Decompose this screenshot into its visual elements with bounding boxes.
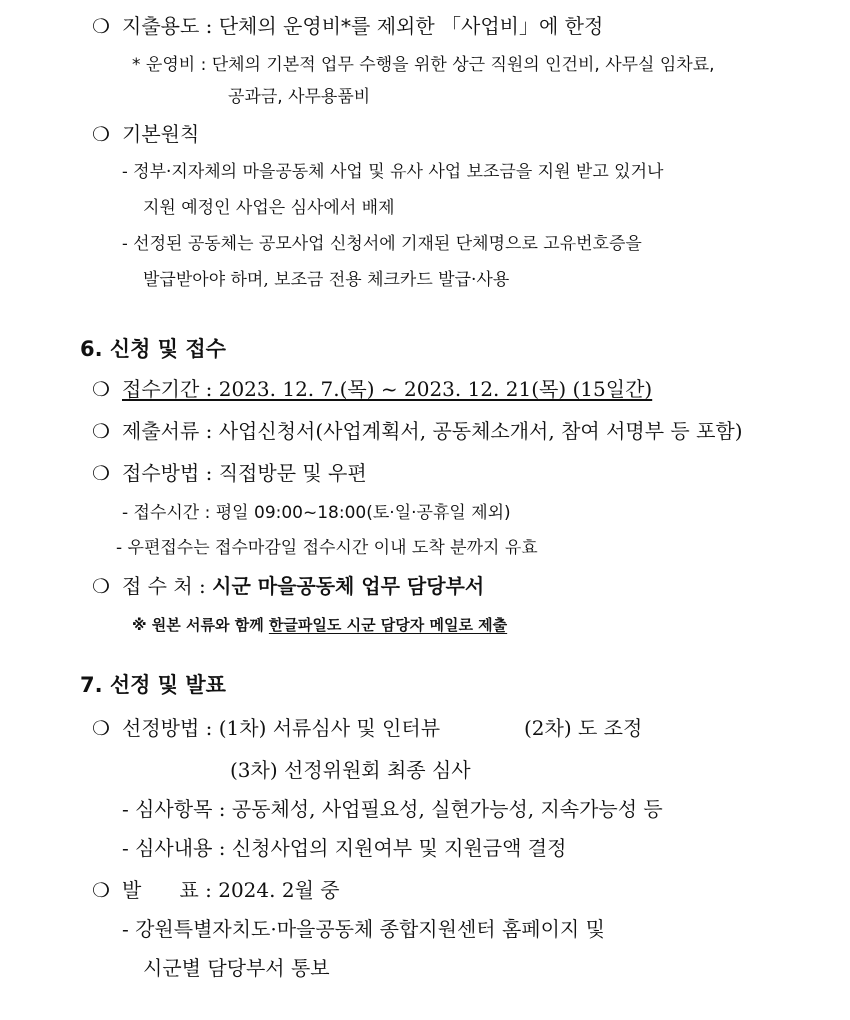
operating-cost-note-2: 공과금, 사무용품비 <box>228 87 371 107</box>
method-text: 접수방법 : 직접방문 및 우편 <box>122 461 367 485</box>
announce-line-2: 시군별 담당부서 통보 <box>143 956 330 980</box>
method-item <box>92 461 367 485</box>
note-prefix: ※ 원본 서류와 함께 <box>132 616 269 634</box>
period-item <box>92 377 652 401</box>
announce-item <box>92 878 340 902</box>
usage-item <box>92 14 603 38</box>
announce-line-1: - 강원특별자치도·마을공동체 종합지원센터 홈페이지 및 <box>122 917 605 941</box>
circle-bullet-icon: ❍ <box>92 574 110 598</box>
principle-2-line-2: 발급받아야 하며, 보조금 전용 체크카드 발급·사용 <box>143 270 510 290</box>
review-content: - 심사내용 : 신청사업의 지원여부 및 지원금액 결정 <box>122 836 567 860</box>
circle-bullet-icon: ❍ <box>92 377 110 401</box>
section-6-title: 6. 신청 및 접수 <box>80 337 226 361</box>
principle-2-line-1: - 선정된 공동체는 공모사업 신청서에 기재된 단체명으로 고유번호증을 <box>122 234 642 254</box>
note-emphasis: 한글파일도 시군 담당자 메일로 제출 <box>268 616 508 634</box>
review-items: - 심사항목 : 공동체성, 사업필요성, 실현가능성, 지속가능성 등 <box>122 797 663 821</box>
principle-text: 기본원칙 <box>122 122 200 146</box>
operating-cost-note-1: * 운영비 : 단체의 기본적 업무 수행을 위한 상근 직원의 인건비, 사무실 임차료, <box>132 55 715 75</box>
circle-bullet-icon: ❍ <box>92 461 110 485</box>
method-round-3: (3차) 선정위원회 최종 심사 <box>230 758 471 782</box>
principle-1-line-2: 지원 예정인 사업은 심사에서 배제 <box>143 198 395 218</box>
circle-bullet-icon: ❍ <box>92 419 110 443</box>
usage-text: 지출용도 : 단체의 운영비*를 제외한 「사업비」에 한정 <box>122 14 604 38</box>
docs-text: 제출서류 : 사업신청서(사업계획서, 공동체소개서, 참여 서명부 등 포함) <box>122 419 743 443</box>
circle-bullet-icon: ❍ <box>92 122 110 146</box>
circle-bullet-icon: ❍ <box>92 14 110 38</box>
announce-text: 발 표 : 2024. 2월 중 <box>122 878 340 902</box>
principle-item <box>92 122 199 146</box>
place-value: 시군 마을공동체 업무 담당부서 <box>212 574 485 598</box>
method-round-1: 선정방법 : (1차) 서류심사 및 인터뷰 <box>122 716 441 740</box>
mail-reception: - 우편접수는 접수마감일 접수시간 이내 도착 분까지 유효 <box>116 538 538 558</box>
place-item <box>92 574 484 598</box>
circle-bullet-icon: ❍ <box>92 716 110 740</box>
selection-method-item <box>92 716 440 740</box>
principle-1-line-1: - 정부·지자체의 마을공동체 사업 및 유사 사업 보조금을 지원 받고 있거나 <box>122 162 664 182</box>
docs-item <box>92 419 743 443</box>
reception-time: - 접수시간 : 평일 09:00~18:00(토·일·공휴일 제외) <box>122 503 511 523</box>
circle-bullet-icon: ❍ <box>92 878 110 902</box>
method-round-2: (2차) 도 조정 <box>524 716 643 740</box>
submission-note <box>132 616 507 634</box>
place-label: 접 수 처 : <box>122 574 213 598</box>
section-7-title: 7. 선정 및 발표 <box>80 673 226 697</box>
period-text: 접수기간 : 2023. 12. 7.(목) ~ 2023. 12. 21(목) (15일간) <box>122 377 653 401</box>
